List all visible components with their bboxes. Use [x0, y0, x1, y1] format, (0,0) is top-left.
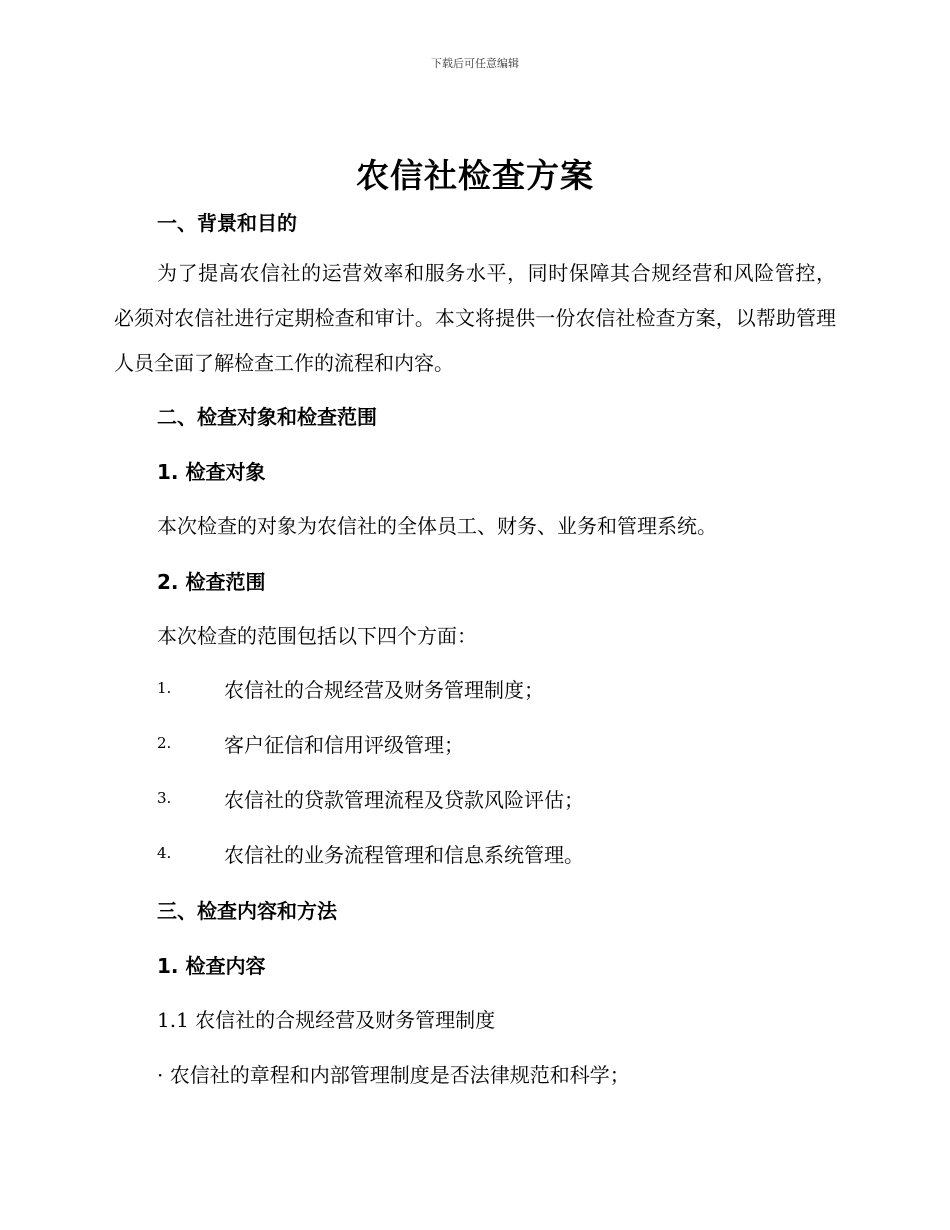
section-1-heading: 一、背景和目的 — [157, 211, 297, 235]
list-item-text: 农信社的贷款管理流程及贷款风险评估； — [224, 788, 584, 812]
list-item-text: 农信社的合规经营及财务管理制度； — [224, 678, 544, 702]
document-title: 农信社检查方案 — [356, 156, 594, 195]
list-item-text: 农信社的业务流程管理和信息系统管理。 — [224, 843, 584, 867]
section-3-heading: 三、检查内容和方法 — [157, 899, 337, 923]
section-2-sub-1-heading: 1. 检查对象 — [157, 460, 266, 484]
section-2-sub-2-text: 本次检查的范围包括以下四个方面： — [157, 624, 477, 648]
list-item-number: 1. — [157, 679, 172, 697]
list-item-number: 2. — [157, 734, 172, 752]
list-item-text: 客户征信和信用评级管理； — [224, 733, 464, 757]
section-3-bullet: · 农信社的章程和内部管理制度是否法律规范和科学； — [157, 1063, 630, 1087]
section-2-sub-2-heading: 2. 检查范围 — [157, 570, 266, 594]
section-2-sub-1-text: 本次检查的对象为农信社的全体员工、财务、业务和管理系统。 — [157, 514, 717, 538]
page-header-note: 下载后可任意编辑 — [431, 57, 519, 70]
section-3-item-heading: 1.1 农信社的合规经营及财务管理制度 — [157, 1008, 496, 1032]
list-item-number: 4. — [157, 844, 172, 862]
section-2-heading: 二、检查对象和检查范围 — [157, 405, 377, 429]
section-1-paragraph: 为了提高农信社的运营效率和服务水平，同时保障其合规经营和风险管控，必须对农信社进行定期检查和审计。本文将提供一份农信社检查方案，以帮助管理人员全面了解检查工作的流程和内容。 — [114, 261, 836, 375]
list-item-number: 3. — [157, 789, 172, 807]
section-3-sub-1-heading: 1. 检查内容 — [157, 954, 266, 978]
